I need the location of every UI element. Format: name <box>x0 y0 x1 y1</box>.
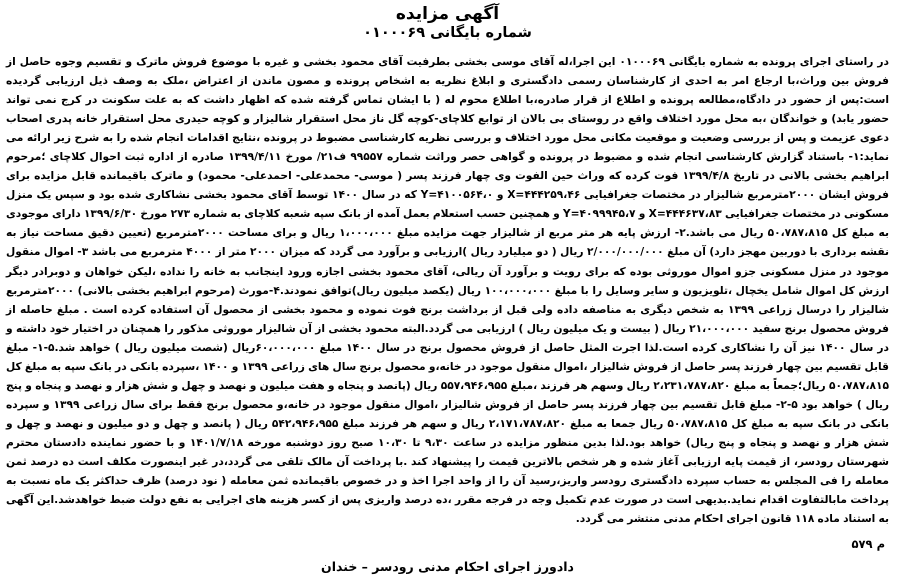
notice-title: آگهی مزایده <box>395 4 500 24</box>
auction-notice <box>4 2 891 584</box>
issue-number: م ۵۷۹ <box>851 537 885 551</box>
notice-body: در راستای اجرای پرونده به شماره بایگانی ۰۱۰۰۰۶۹ این اجرا،له آقای موسی بخشی بطرفیت آقای محمود بخشی و غیره با موضوع فروش ماترک و تقسیم وجوه حاصل از فروش بین وراث،با ارجاع امر به احدی از کارشناسان رسمی دادگستری و ابلاغ نظریه به اشخاص پرونده و مصون ماندن از اعتراض ،ملک به وصف ذیل ارزیابی گردیده است:پس از حضور در دادگاه،مطالعه پرونده و اطلاع از قرار صادره،با اطلاع محوم له ( با ایشان تماس گرفته شده که اظهار داشت که به علت سکونت در کرج نمی تواند حضور یابد) و خواندگان ،به محل مورد اختلاف واقع در روستای بی بالان از توابع کلاچای-کوچه گل ناز محل استقرار شالیزار و کوچه حیدری محل استقرار خانه پدری اصحاب دعوی عزیمت و پس از بررسی وضعیت و موقعیت مکانی محل مورد اختلاف و بررسی نظریه کارشناسی مضبوط در پرونده ،نتایج اقدامات انجام شده را به شرح زیر ارائه می نماید:۱- باستناد گزارش کارشناسی انجام شده و مضبوط در پرونده و گواهی حصر وراثت شماره ۹۹۵۵۷ ف۲۱/ مورخ ۱۳۹۹/۴/۱۱ صادره از اداره ثبت احوال کلاچای ؛مرحوم ابراهیم بخشی بالانی در تاریخ ۱۳۹۹/۴/۸ فوت کرده که وراث حین الفوت وی چهار فرزند پسر ( موسی- محمدعلی- احمدعلی- محمود) و ماترک باقیمانده قابل مزایده برای فروش ایشان ۲۰۰۰مترمربع شالیزار در مختصات جغرافیایی X=۴۴۴۲۵۹،۴۶ و Y=۴۱۰۰۵۶۴،۰ که در سال ۱۴۰۰ توسط آقای محمود بخشی نشاکاری شده بود و سپس یک منزل مسکونی در مختصات جغرافیایی X=۴۴۴۶۳۷،۸۳ و Y=۴۰۹۹۹۴۵،۷ و همچنین حسب استعلام بعمل آمده از بانک سپه شعبه کلاچای به شماره ۲۷۳ مورخ ۱۳۹۹/۶/۳۰ دارای موجودی به مبلغ کل ۵۰،۷۸۷،۸۱۵ ریال می باشد.۲- ارزش پایه هر متر مربع از شالیزار جهت مزایده مبلغ ۱،۰۰۰،۰۰۰ ریال و برای مساحت ۲۰۰۰مترمربع (تعیین دقیق مساحت نیاز به نقشه برداری با دوربین مهجز دارد) آن مبلغ ۲/۰۰۰/۰۰۰/۰۰۰ ریال ( دو میلیارد ریال )ارزیابی و برآورد می گردد که میزان ۲۰۰۰ متر از ۴۰۰۰ مترمربع می باشد ۳- اموال منقول موجود در منزل مسکونی جزو اموال موروثی بوده که برای رویت و برآورد آن ریالی، آقای محمود بخشی اجازه ورود اینجانب به خانه را نداده ،لیکن خواهان و دوبرادر دیگر ارزش کل اموال شامل یخچال ،تلویزیون و سایر وسایل را با مبلغ ۱۰۰،۰۰۰،۰۰۰ ریال (یکصد میلیون ریال)توافق نمودند.۴-مورث (مرحوم ابراهیم بخشی بالانی) ۲۰۰۰مترمربع شالیزار را درسال زراعی ۱۳۹۹ به شخص دیگری به مناصفه داده ولی قبل از برداشت برنج فوت نموده و محمود بخشی از محصول آن استفاده کرده است . مبلغ حاصله از فروش محصول برنج سفید ۲۱،۰۰۰،۰۰۰ ریال ( بیست و یک میلیون ریال ) ارزیابی می گردد.البته محمود بخشی از آن شالیزار موروثی مذکور را همچنان در اختیار خود داشته و در سال ۱۴۰۰ نیز آن را نشاکاری کرده است.لذا اجرت المثل حاصل از فروش محصول برنج در سال ۱۴۰۰ مبلغ ۶۰،۰۰۰،۰۰۰ریال (شصت میلیون ریال ) خواهد شد.۵-۱- مبلغ قابل تقسیم بین چهار فرزند پسر حاصل از فروش شالیزار ،اموال منقول موجود در خانه،و محصول برنج سال های زراعی ۱۳۹۹ و ۱۴۰۰ ،سپرده بانکی در بانک سپه به مبلغ کل ۵۰،۷۸۷،۸۱۵ ریال؛جمعاً به مبلغ ۲،۲۳۱،۷۸۷،۸۲۰ ریال وسهم هر فرزند ،مبلغ ۵۵۷،۹۴۶،۹۵۵ ریال (پانصد و پنجاه و هفت میلیون و نهصد و چهل و شش هزار و نهصد و پنجاه و پنج ریال ) خواهد بود ۵-۲- مبلغ قابل تقسیم بین چهار فرزند پسر حاصل از فروش شالیزار ،اموال منقول موجود در خانه،و محصول برنج فقط برای سال زراعی ۱۳۹۹ و سپرده بانکی در بانک سپه به مبلغ کل ۵۰،۷۸۷،۸۱۵ ریال جمعا به مبلغ ۲،۱۷۱،۷۸۷،۸۲۰ ریال و سهم هر فرزند مبلغ ۵۴۲،۹۴۶،۹۵۵ ریال ( پانصد و چهل و دو میلیون و نهصد و چهل و شش هزار و نهصد و پنجاه و پنج ریال) خواهد بود.لذا بدین منظور مزایده در ساعت ۹،۳۰ تا ۱۰،۳۰ صبح روز دوشنبه مورخه ۱۴۰۱/۷/۱۸ و با حضور نماینده دادستان محترم شهرستان رودسر، از قیمت پایه ارزیابی آغاز شده و هر شخص بالاترین قیمت را پیشنهاد کند .با پرداخت آن مالک تلقی می گردد،در غیر اینصورت مکلف است ده درصد ثمن معامله را فی المجلس به حساب سپرده دادگستری رودسر واریز،رسید آن را از واحد اجرا اخذ و در خصوص باقیمانده ثمن معامله ( نود درصد) ظرف حداکثر یک ماه نسبت به پرداخت مابالتفاوت اقدام نماید.بدیهی است در صورت عدم تکمیل وجه در فرجه مقرر ،ده درصد واریزی پس از کسر هزینه های اجرایی به نفع دولت ضبط خواهدشد.این آگهی به استناد ماده ۱۱۸ قانون اجرای احکام مدنی منتشر می گردد. <box>6 55 890 526</box>
archive-number: شماره بایگانی ۰۱۰۰۰۶۹ <box>363 25 532 41</box>
signature: دادورز اجرای احکام مدنی رودسر – خندان <box>321 559 574 574</box>
notice-header <box>4 4 891 48</box>
